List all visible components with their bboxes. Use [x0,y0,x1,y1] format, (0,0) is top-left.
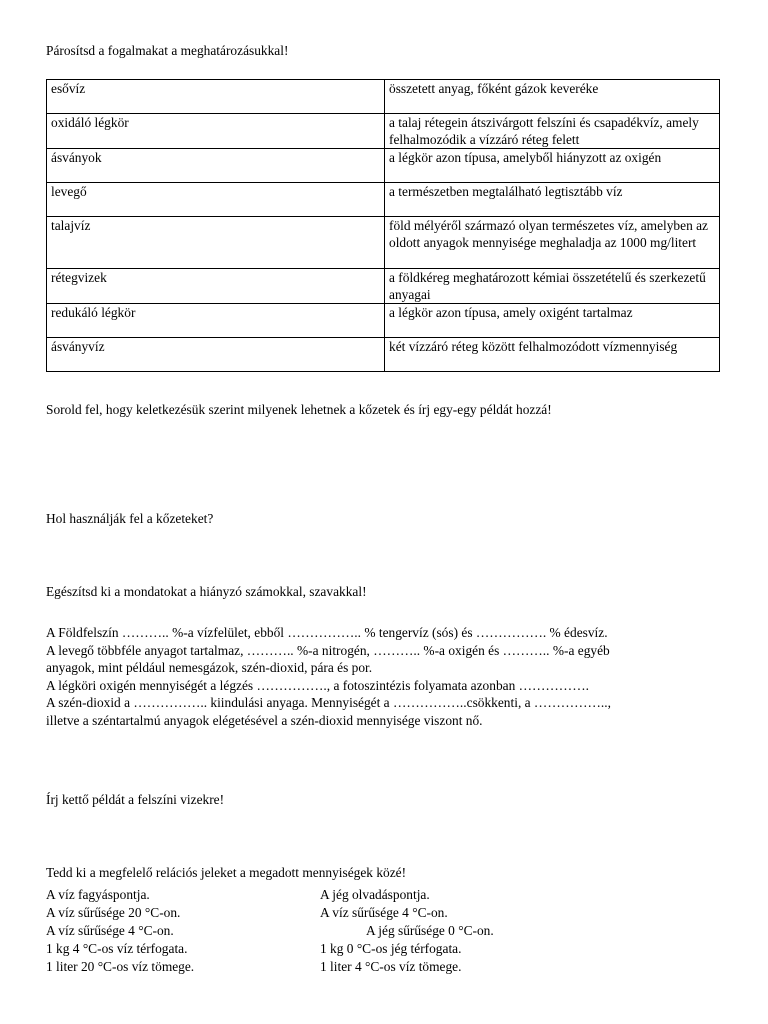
comparison-row [46,904,726,922]
matching-row [47,183,720,217]
matching-row [47,149,720,183]
comparison-left: A víz sűrűsége 20 °C-on. [46,905,181,920]
matching-row [47,338,720,372]
definition-cell: a talaj rétegein átszivárgott felszíni és csapadékvíz, amely felhalmozódik a vízzáró réteg felett [385,114,720,149]
task1-title: Párosítsd a fogalmakat a meghatározásukkal! [46,43,289,58]
comparison-right: 1 kg 0 °C-os jég térfogata. [320,941,462,956]
term-cell: levegő [47,183,385,217]
fill-in-sentences [46,624,736,729]
definition-cell: két vízzáró réteg között felhalmozódott vízmennyiség [385,338,720,372]
term-cell: talajvíz [47,217,385,269]
comparison-right: A víz sűrűsége 4 °C-on. [320,905,448,920]
comparison-left: A víz sűrűsége 4 °C-on. [46,923,174,938]
fill-line-3: anyagok, mint például nemesgázok, szén-dioxid, pára és por. [46,660,373,675]
term-cell: oxidáló légkör [47,114,385,149]
task4-instruction: Egészítsd ki a mondatokat a hiányzó számokkal, szavakkal! [46,584,367,600]
definition-cell: a légkör azon típusa, amely oxigént tartalmaz [385,304,720,338]
definition-cell: a földkéreg meghatározott kémiai összetételű és szerkezetű anyagai [385,269,720,304]
comparison-row [46,940,726,958]
term-cell: redukáló légkör [47,304,385,338]
matching-row [47,217,720,269]
comparison-right: 1 liter 4 °C-os víz tömege. [320,959,462,974]
term-cell: ásványok [47,149,385,183]
comparison-right: A jég sűrűsége 0 °C-on. [366,923,494,938]
task6-instruction: Tedd ki a megfelelő relációs jeleket a megadott mennyiségek közé! [46,865,407,881]
comparison-left: 1 liter 20 °C-os víz tömege. [46,959,195,974]
term-cell: esővíz [47,80,385,114]
comparison-left: A víz fagyáspontja. [46,887,150,902]
fill-line-6: illetve a széntartalmú anyagok elégetésével a szén-dioxid mennyisége viszont nő. [46,712,483,728]
comparison-list [46,886,726,976]
matching-row [47,269,720,304]
task5-question: Írj kettő példát a felszíni vizekre! [46,792,225,808]
task3-question: Hol használják fel a kőzeteket? [46,511,214,527]
definition-cell: összetett anyag, főként gázok keveréke [385,80,720,114]
comparison-row [46,958,726,976]
fill-line-1: A Földfelszín ……….. %-a vízfelület, ebből …………….. % tengervíz (sós) és ……………. % édesvíz. [46,625,608,640]
matching-row [47,80,720,114]
comparison-left: 1 kg 4 °C-os víz térfogata. [46,941,188,956]
comparison-row [46,886,726,904]
definition-cell: a természetben megtalálható legtisztább víz [385,183,720,217]
term-cell: rétegvizek [47,269,385,304]
term-cell: ásványvíz [47,338,385,372]
fill-line-4: A légköri oxigén mennyiségét a légzés ……………., a fotoszintézis folyamata azonban ……………. [46,677,589,693]
definition-cell: a légkör azon típusa, amelyből hiányzott az oxigén [385,149,720,183]
definition-cell: föld mélyéről származó olyan természetes víz, amelyben az oldott anyagok mennyisége meghaladja az 1000 mg/litert [385,217,720,269]
task2-question: Sorold fel, hogy keletkezésük szerint milyenek lehetnek a kőzetek és írj egy-egy példát hozzá! [46,402,552,418]
matching-row [47,114,720,149]
comparison-row [46,922,726,940]
comparison-right: A jég olvadáspontja. [320,887,430,902]
matching-row [47,304,720,338]
fill-line-5: A szén-dioxid a …………….. kiindulási anyaga. Mennyiségét a ……………..csökkenti, a …………….., [46,695,611,710]
matching-table [46,79,720,372]
fill-line-2: A levegő többféle anyagot tartalmaz, ……….. %-a nitrogén, ……….. %-a oxigén és ……….. %-a egyéb [46,642,610,658]
